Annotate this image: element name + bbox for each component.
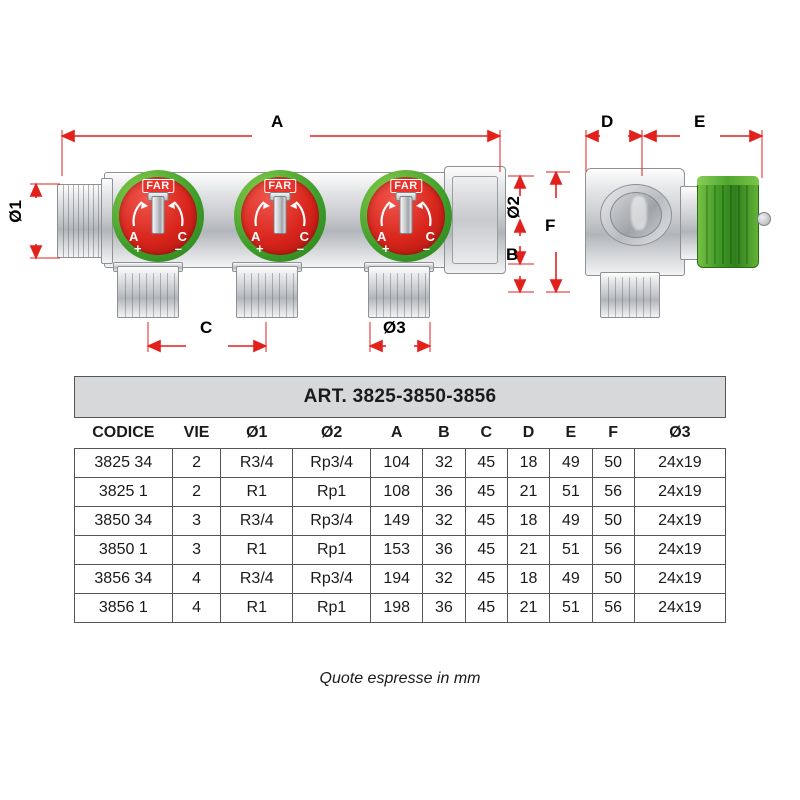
cell-vie: 2 (172, 449, 221, 478)
valve-label-c: C (299, 229, 309, 244)
th-f: F (592, 418, 634, 449)
dim-label-C: C (200, 318, 213, 337)
cell-vie: 2 (172, 478, 221, 507)
cell-o2: Rp3/4 (293, 507, 371, 536)
cell-d: 18 (507, 507, 549, 536)
cell-e: 51 (550, 478, 592, 507)
cell-d: 21 (507, 478, 549, 507)
cell-o3: 24x19 (634, 449, 725, 478)
far-logo: FAR (142, 179, 174, 193)
cell-codice: 3825 34 (75, 449, 173, 478)
cell-e: 51 (550, 594, 592, 623)
cell-b: 36 (423, 536, 465, 565)
th-d: D (507, 418, 549, 449)
cell-vie: 4 (172, 594, 221, 623)
table-footnote: Quote espresse in mm (319, 670, 481, 687)
cell-o2: Rp1 (293, 594, 371, 623)
th-a: A (371, 418, 423, 449)
cell-e: 49 (550, 449, 592, 478)
cell-c: 45 (465, 478, 507, 507)
cell-vie: 4 (172, 565, 221, 594)
cell-codice: 3850 34 (75, 507, 173, 536)
cell-vie: 3 (172, 507, 221, 536)
cell-f: 56 (592, 536, 634, 565)
technical-drawing (0, 0, 800, 370)
dim-label-B: B (506, 245, 519, 264)
cell-a: 149 (371, 507, 423, 536)
table-row (75, 565, 726, 594)
cell-o3: 24x19 (634, 594, 725, 623)
cell-o2: Rp3/4 (293, 565, 371, 594)
cell-a: 194 (371, 565, 423, 594)
cell-b: 36 (423, 478, 465, 507)
cell-o1: R3/4 (221, 565, 293, 594)
dim-label-A: A (271, 112, 284, 131)
cell-o1: R3/4 (221, 507, 293, 536)
valve-label-minus: – (296, 241, 304, 256)
cell-a: 198 (371, 594, 423, 623)
cell-a: 108 (371, 478, 423, 507)
cell-f: 56 (592, 594, 634, 623)
cell-o1: R3/4 (221, 449, 293, 478)
cell-d: 18 (507, 565, 549, 594)
cell-c: 45 (465, 449, 507, 478)
table-row (75, 449, 726, 478)
cell-o1: R1 (221, 478, 293, 507)
cell-c: 45 (465, 507, 507, 536)
cell-vie: 3 (172, 536, 221, 565)
th-o1: Ø1 (221, 418, 293, 449)
dim-label-D: D (601, 112, 614, 131)
table-row (75, 507, 726, 536)
th-vie: VIE (172, 418, 221, 449)
cell-e: 49 (550, 565, 592, 594)
table-row (75, 594, 726, 623)
dimension-lines (0, 0, 800, 370)
cell-e: 51 (550, 536, 592, 565)
th-b: B (423, 418, 465, 449)
dim-label-E: E (694, 112, 706, 131)
valve-label-plus: + (134, 241, 142, 256)
cell-f: 50 (592, 507, 634, 536)
valve-label-c: C (177, 229, 187, 244)
cell-d: 21 (507, 536, 549, 565)
th-o2: Ø2 (293, 418, 371, 449)
cell-codice: 3850 1 (75, 536, 173, 565)
valve-label-a: A (251, 229, 261, 244)
valve-label-plus: + (256, 241, 264, 256)
dim-label-F: F (545, 216, 556, 235)
cell-d: 21 (507, 594, 549, 623)
valve-label-a: A (129, 229, 139, 244)
cell-b: 32 (423, 449, 465, 478)
cell-b: 32 (423, 507, 465, 536)
cell-o1: R1 (221, 594, 293, 623)
cell-o3: 24x19 (634, 478, 725, 507)
cell-a: 153 (371, 536, 423, 565)
th-codice: CODICE (75, 418, 173, 449)
valve-label-minus: – (174, 241, 182, 256)
cell-codice: 3856 1 (75, 594, 173, 623)
cell-c: 45 (465, 594, 507, 623)
dim-label-O3: Ø3 (383, 318, 406, 337)
th-o3: Ø3 (634, 418, 725, 449)
cell-c: 45 (465, 536, 507, 565)
cell-codice: 3825 1 (75, 478, 173, 507)
cell-codice: 3856 34 (75, 565, 173, 594)
dimensions-table (74, 418, 726, 623)
cell-a: 104 (371, 449, 423, 478)
cell-o1: R1 (221, 536, 293, 565)
cell-f: 56 (592, 478, 634, 507)
cell-o3: 24x19 (634, 536, 725, 565)
cell-d: 18 (507, 449, 549, 478)
cell-f: 50 (592, 565, 634, 594)
th-e: E (550, 418, 592, 449)
cell-f: 50 (592, 449, 634, 478)
cell-o2: Rp1 (293, 478, 371, 507)
cell-b: 32 (423, 565, 465, 594)
far-logo: FAR (390, 179, 422, 193)
cell-b: 36 (423, 594, 465, 623)
cell-o3: 24x19 (634, 507, 725, 536)
valve-label-minus: – (422, 241, 430, 256)
dim-label-O2: Ø2 (504, 196, 523, 219)
th-c: C (465, 418, 507, 449)
table-title: ART. 3825-3850-3856 (74, 376, 726, 418)
cell-o3: 24x19 (634, 565, 725, 594)
cell-e: 49 (550, 507, 592, 536)
cell-c: 45 (465, 565, 507, 594)
specifications-table (74, 376, 726, 623)
far-logo: FAR (264, 179, 296, 193)
valve-label-plus: + (382, 241, 390, 256)
table-header-row (75, 418, 726, 449)
cell-o2: Rp3/4 (293, 449, 371, 478)
dim-label-O1: Ø1 (6, 200, 25, 223)
table-row (75, 478, 726, 507)
valve-label-c: C (425, 229, 435, 244)
table-row (75, 536, 726, 565)
cell-o2: Rp1 (293, 536, 371, 565)
valve-label-a: A (377, 229, 387, 244)
